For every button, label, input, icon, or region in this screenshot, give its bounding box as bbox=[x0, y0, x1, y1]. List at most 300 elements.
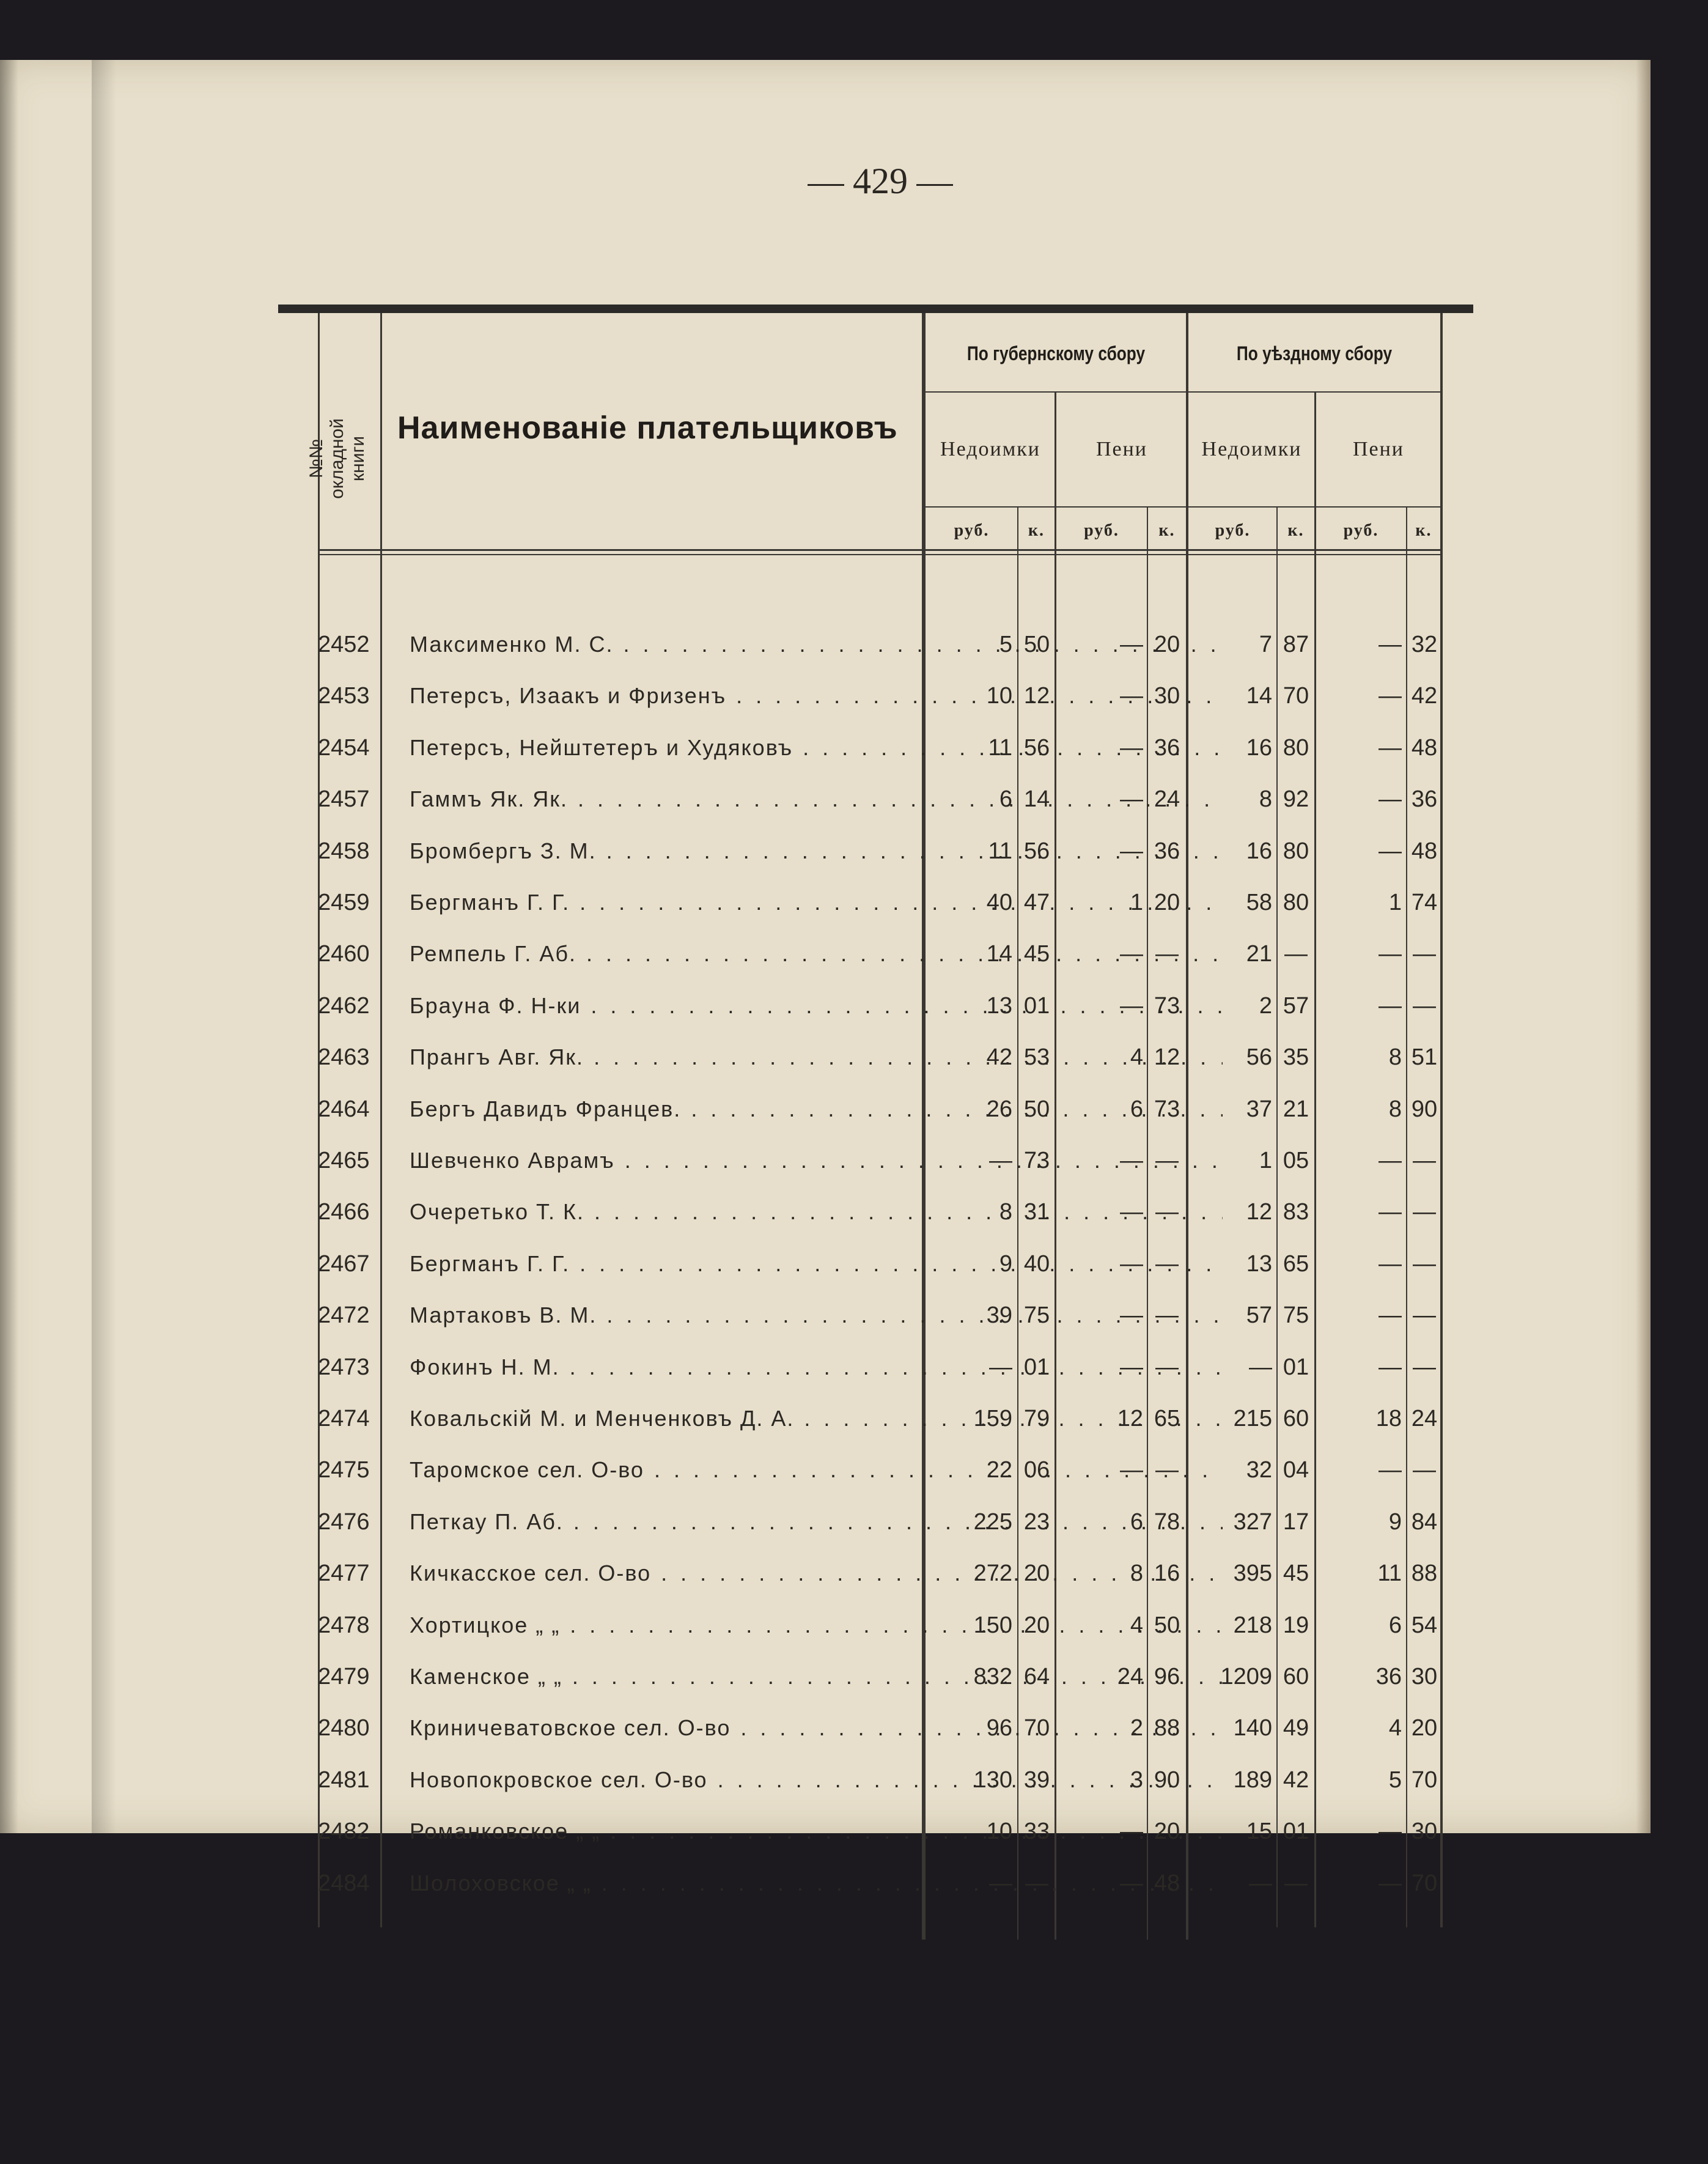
unit-rub-2: руб. bbox=[1084, 521, 1119, 540]
gub-nedoimki-rub-cell: 272 bbox=[973, 1560, 1012, 1587]
row-number: 2454 bbox=[318, 734, 370, 761]
gub-nedoimki-rub-cell: — bbox=[989, 1870, 1012, 1896]
gub-nedoimki-rub-cell: — bbox=[989, 1354, 1012, 1380]
gub-nedoimki-rub-cell: 26 bbox=[986, 1096, 1012, 1122]
uezd-nedoimki-k-cell: 80 bbox=[1283, 890, 1309, 915]
uezd-nedoimki-rub-cell: 37 bbox=[1246, 1096, 1272, 1122]
gub-peni-rub-cell: 1 bbox=[1130, 890, 1143, 915]
payer-name: Бергманъ Г. Г. . . . bbox=[410, 877, 1223, 928]
uezd-peni-k-cell: 54 bbox=[1411, 1612, 1438, 1638]
row-number: 2467 bbox=[318, 1250, 370, 1277]
row-number: 2484 bbox=[318, 1870, 370, 1896]
gub-nedoimki-k-cell: 14 bbox=[1023, 786, 1050, 813]
gub-nedoimki-k-cell: 50 bbox=[1023, 632, 1050, 657]
uezd-nedoimki-rub-cell: 56 bbox=[1246, 1044, 1272, 1071]
gub-peni-k-cell: 24 bbox=[1154, 786, 1180, 813]
table-row bbox=[318, 774, 1443, 825]
gub-nedoimki-rub-cell: 5 bbox=[999, 632, 1012, 657]
uezd-peni-rub-cell: — bbox=[1379, 992, 1402, 1019]
gub-peni-rub-cell: — bbox=[1120, 1302, 1143, 1329]
payer-name: Мартаковъ В. М. . . . bbox=[410, 1290, 1223, 1341]
table-row bbox=[318, 1032, 1443, 1083]
uezd-nedoimki-k-cell: 05 bbox=[1283, 1148, 1309, 1173]
gub-peni-k-cell: 20 bbox=[1154, 1819, 1180, 1845]
uezd-nedoimki-k-cell: 65 bbox=[1283, 1250, 1309, 1277]
header-bottom-rule bbox=[318, 549, 1443, 551]
uezd-nedoimki-k-cell: 92 bbox=[1283, 786, 1309, 813]
uezd-peni-rub-cell: — bbox=[1379, 941, 1402, 967]
row-number: 2452 bbox=[318, 632, 370, 657]
unit-k-1: к. bbox=[1028, 521, 1045, 540]
uezd-nedoimki-k-cell: 60 bbox=[1283, 1664, 1309, 1689]
gub-nedoimki-k-cell: 75 bbox=[1023, 1302, 1050, 1329]
uezd-nedoimki-k-cell: — bbox=[1284, 1870, 1308, 1896]
uezd-nedoimki-rub-cell: 140 bbox=[1233, 1715, 1272, 1741]
uezd-peni-k-cell: — bbox=[1413, 1250, 1436, 1277]
gub-peni-rub-cell: 6 bbox=[1130, 1096, 1143, 1122]
gub-nedoimki-k-cell: 20 bbox=[1023, 1612, 1050, 1638]
uezd-nedoimki-k-cell: 19 bbox=[1283, 1612, 1309, 1638]
uezd-peni-rub-cell: 18 bbox=[1375, 1406, 1402, 1431]
gub-peni-k-cell: 78 bbox=[1154, 1509, 1180, 1535]
payer-name: Криничеватовское сел. О-во . . . bbox=[410, 1702, 1223, 1754]
uezd-peni-k-cell: 36 bbox=[1411, 786, 1438, 813]
gub-nedoimki-rub-cell: 39 bbox=[986, 1302, 1012, 1329]
row-number: 2472 bbox=[318, 1302, 370, 1329]
payer-name: Ковальскій М. и Менченковъ Д. А. . . . bbox=[410, 1393, 1223, 1444]
gub-peni-rub-cell: 2 bbox=[1130, 1715, 1143, 1741]
table-row bbox=[318, 928, 1443, 980]
uezd-nedoimki-k-cell: 70 bbox=[1283, 683, 1309, 709]
table-row bbox=[318, 1393, 1443, 1444]
payer-name: Петерсъ, Изаакъ и Фризенъ . . . bbox=[410, 670, 1223, 722]
gub-peni-k-cell: 65 bbox=[1154, 1406, 1180, 1431]
uezd-nedoimki-k-cell: 01 bbox=[1283, 1354, 1309, 1380]
gub-peni-rub-cell: — bbox=[1120, 838, 1143, 864]
uezd-nedoimki-k-cell: 80 bbox=[1283, 734, 1309, 761]
gub-peni-k-cell: 36 bbox=[1154, 734, 1180, 761]
table-row bbox=[318, 980, 1443, 1032]
gub-peni-k-cell: 36 bbox=[1154, 838, 1180, 864]
gub-nedoimki-k-cell: 45 bbox=[1023, 941, 1050, 967]
row-number: 2459 bbox=[318, 890, 370, 915]
uezd-peni-k-cell: 30 bbox=[1411, 1664, 1438, 1689]
gub-nedoimki-rub-cell: 10 bbox=[986, 1819, 1012, 1845]
gub-nedoimki-k-cell: 20 bbox=[1023, 1560, 1050, 1587]
gub-peni-k-cell: 88 bbox=[1154, 1715, 1180, 1741]
gub-peni-rub-cell: 4 bbox=[1130, 1044, 1143, 1071]
row-number: 2466 bbox=[318, 1199, 370, 1225]
uezd-nedoimki-k-cell: 83 bbox=[1283, 1199, 1309, 1225]
uezd-nedoimki-k-cell: 57 bbox=[1283, 992, 1309, 1019]
uezd-peni-rub-cell: — bbox=[1379, 1870, 1402, 1896]
uezd-nedoimki-k-cell: 80 bbox=[1283, 838, 1309, 864]
payer-name: Прангъ Авг. Як. . . . bbox=[410, 1032, 1223, 1083]
uezd-peni-k-cell: 70 bbox=[1411, 1767, 1438, 1793]
dash-left bbox=[808, 184, 844, 186]
gub-peni-k-cell: 16 bbox=[1154, 1560, 1180, 1587]
gub-peni-k-cell: — bbox=[1155, 1148, 1179, 1173]
gub-peni-rub-cell: — bbox=[1120, 1457, 1143, 1483]
uezd-peni-rub-cell: 8 bbox=[1388, 1096, 1402, 1122]
table-row bbox=[318, 1496, 1443, 1548]
uezd-nedoimki-rub-cell: — bbox=[1249, 1870, 1272, 1896]
table-row bbox=[318, 722, 1443, 774]
uezd-nedoimki-rub-cell: 12 bbox=[1246, 1199, 1272, 1225]
table-top-rule bbox=[278, 305, 1473, 313]
uezd-nedoimki-rub-cell: 16 bbox=[1246, 838, 1272, 864]
uezd-peni-rub-cell: — bbox=[1379, 632, 1402, 657]
row-number: 2458 bbox=[318, 838, 370, 864]
uezd-nedoimki-k-cell: 49 bbox=[1283, 1715, 1309, 1741]
gub-peni-rub-cell: — bbox=[1120, 1199, 1143, 1225]
row-number: 2462 bbox=[318, 992, 370, 1019]
row-number: 2479 bbox=[318, 1664, 370, 1689]
row-number: 2481 bbox=[318, 1767, 370, 1793]
table-row bbox=[318, 1806, 1443, 1857]
gub-peni-rub-cell: — bbox=[1120, 734, 1143, 761]
gub-peni-k-cell: — bbox=[1155, 1302, 1179, 1329]
payer-name: Таромское сел. О-во . . . bbox=[410, 1444, 1223, 1496]
gub-nedoimki-k-cell: 70 bbox=[1023, 1715, 1050, 1741]
uezd-peni-k-cell: 51 bbox=[1411, 1044, 1438, 1071]
payer-name: Шолоховское „ „ . . . bbox=[410, 1858, 1223, 1909]
header-group-gubern: По губернскому сбору bbox=[966, 342, 1146, 364]
gub-peni-rub-cell: — bbox=[1120, 992, 1143, 1019]
gub-nedoimki-rub-cell: 96 bbox=[986, 1715, 1012, 1741]
table-row bbox=[318, 1342, 1443, 1393]
binding-fold bbox=[92, 60, 116, 1833]
table-row bbox=[318, 1651, 1443, 1702]
gub-nedoimki-rub-cell: 11 bbox=[988, 838, 1012, 864]
uezd-peni-k-cell: 20 bbox=[1411, 1715, 1438, 1741]
table-row bbox=[318, 1858, 1443, 1909]
uezd-nedoimki-rub-cell: 395 bbox=[1233, 1560, 1272, 1587]
gub-nedoimki-rub-cell: 130 bbox=[973, 1767, 1012, 1793]
uezd-peni-rub-cell: — bbox=[1379, 734, 1402, 761]
row-number: 2463 bbox=[318, 1044, 370, 1071]
gub-peni-k-cell: 30 bbox=[1154, 683, 1180, 709]
unit-rub-3: руб. bbox=[1215, 521, 1251, 540]
uezd-nedoimki-rub-cell: 16 bbox=[1246, 734, 1272, 761]
gub-peni-k-cell: 50 bbox=[1154, 1612, 1180, 1638]
uezd-nedoimki-rub-cell: 32 bbox=[1246, 1457, 1272, 1483]
uezd-peni-rub-cell: — bbox=[1379, 1302, 1402, 1329]
table-row bbox=[318, 1702, 1443, 1754]
row-number: 2460 bbox=[318, 941, 370, 967]
header-sub-nedoimki-1: Недоимки bbox=[940, 438, 1040, 460]
gub-peni-k-cell: 73 bbox=[1154, 1096, 1180, 1122]
payer-name: Каменское „ „ . . . bbox=[410, 1651, 1223, 1702]
gub-nedoimki-rub-cell: 150 bbox=[973, 1612, 1012, 1638]
table-row bbox=[318, 825, 1443, 877]
gub-peni-rub-cell: — bbox=[1120, 683, 1143, 709]
gub-peni-rub-cell: 6 bbox=[1130, 1509, 1143, 1535]
unit-k-3: к. bbox=[1287, 521, 1305, 540]
gub-nedoimki-k-cell: 33 bbox=[1023, 1819, 1050, 1845]
table-row bbox=[318, 1444, 1443, 1496]
uezd-nedoimki-rub-cell: 21 bbox=[1246, 941, 1272, 967]
gub-peni-rub-cell: — bbox=[1120, 1250, 1143, 1277]
uezd-peni-k-cell: 84 bbox=[1411, 1509, 1438, 1535]
payer-name: Петерсъ, Нейштетеръ и Худяковъ . . . bbox=[410, 722, 1223, 774]
gub-nedoimki-rub-cell: — bbox=[989, 1148, 1012, 1173]
payer-name: Кичкасское сел. О-во . . . bbox=[410, 1548, 1223, 1599]
uezd-nedoimki-k-cell: 75 bbox=[1283, 1302, 1309, 1329]
gub-peni-rub-cell: — bbox=[1120, 632, 1143, 657]
row-number: 2465 bbox=[318, 1148, 370, 1173]
gub-nedoimki-rub-cell: 40 bbox=[986, 890, 1012, 915]
uezd-peni-rub-cell: — bbox=[1379, 838, 1402, 864]
gub-nedoimki-rub-cell: 832 bbox=[973, 1664, 1012, 1689]
payer-name: Максименко М. С. . . . bbox=[410, 619, 1223, 670]
row-number: 2457 bbox=[318, 786, 370, 813]
gub-peni-rub-cell: — bbox=[1120, 1870, 1143, 1896]
gub-peni-k-cell: 73 bbox=[1154, 992, 1180, 1019]
uezd-peni-rub-cell: 8 bbox=[1388, 1044, 1402, 1071]
table-row bbox=[318, 877, 1443, 928]
payer-name: Романковское „ „ . . . bbox=[410, 1806, 1223, 1857]
table-row bbox=[318, 670, 1443, 722]
row-number: 2477 bbox=[318, 1560, 370, 1587]
dash-right bbox=[916, 184, 953, 186]
gub-peni-k-cell: 20 bbox=[1154, 632, 1180, 657]
uezd-peni-rub-cell: — bbox=[1379, 1354, 1402, 1380]
uezd-nedoimki-rub-cell: 8 bbox=[1259, 786, 1272, 813]
unit-k-2: к. bbox=[1158, 521, 1176, 540]
gub-nedoimki-rub-cell: 9 bbox=[999, 1250, 1012, 1277]
gub-peni-k-cell: — bbox=[1155, 1457, 1179, 1483]
payer-name: Бергманъ Г. Г. . . . bbox=[410, 1238, 1223, 1290]
gub-nedoimki-k-cell: — bbox=[1025, 1870, 1048, 1896]
table-row bbox=[318, 1186, 1443, 1238]
group-underline bbox=[923, 391, 1443, 393]
gub-nedoimki-rub-cell: 8 bbox=[999, 1199, 1012, 1225]
uezd-peni-rub-cell: 36 bbox=[1375, 1664, 1402, 1689]
uezd-nedoimki-k-cell: 60 bbox=[1283, 1406, 1309, 1431]
unit-rub-1: руб. bbox=[954, 521, 990, 540]
uezd-nedoimki-rub-cell: 327 bbox=[1233, 1509, 1272, 1535]
payer-name: Бергъ Давидъ Францев. . . . bbox=[410, 1084, 1223, 1135]
uezd-nedoimki-k-cell: 01 bbox=[1283, 1819, 1309, 1845]
gub-peni-k-cell: — bbox=[1155, 1250, 1179, 1277]
uezd-peni-rub-cell: — bbox=[1379, 1148, 1402, 1173]
header-bottom-rule-2 bbox=[318, 554, 1443, 555]
header-num-label: №№ окладной книги bbox=[306, 418, 369, 499]
gub-nedoimki-k-cell: 01 bbox=[1023, 992, 1050, 1019]
uezd-peni-k-cell: — bbox=[1413, 1354, 1436, 1380]
gub-nedoimki-k-cell: 53 bbox=[1023, 1044, 1050, 1071]
uezd-nedoimki-k-cell: 35 bbox=[1283, 1044, 1309, 1071]
payer-name: Очеретько Т. К. . . . bbox=[410, 1186, 1223, 1238]
page-left-edge bbox=[0, 60, 18, 1833]
uezd-nedoimki-k-cell: 21 bbox=[1283, 1096, 1309, 1122]
row-number: 2464 bbox=[318, 1096, 370, 1122]
payer-name: Фокинъ Н. М. . . . bbox=[410, 1342, 1223, 1393]
uezd-peni-rub-cell: — bbox=[1379, 1457, 1402, 1483]
uezd-nedoimki-k-cell: 04 bbox=[1283, 1457, 1309, 1483]
gub-nedoimki-k-cell: 40 bbox=[1023, 1250, 1050, 1277]
uezd-peni-rub-cell: 9 bbox=[1388, 1509, 1402, 1535]
gub-peni-k-cell: 20 bbox=[1154, 890, 1180, 915]
gub-peni-rub-cell: — bbox=[1120, 1354, 1143, 1380]
gub-nedoimki-rub-cell: 14 bbox=[986, 941, 1012, 967]
gub-nedoimki-k-cell: 06 bbox=[1023, 1457, 1050, 1483]
gub-peni-rub-cell: — bbox=[1120, 1148, 1143, 1173]
page-number-value: 429 bbox=[853, 161, 908, 201]
gub-nedoimki-k-cell: 31 bbox=[1023, 1199, 1050, 1225]
uezd-peni-k-cell: 74 bbox=[1411, 890, 1438, 915]
uezd-nedoimki-rub-cell: 189 bbox=[1233, 1767, 1272, 1793]
gub-nedoimki-k-cell: 01 bbox=[1023, 1354, 1050, 1380]
uezd-peni-rub-cell: 5 bbox=[1388, 1767, 1402, 1793]
uezd-nedoimki-rub-cell: 2 bbox=[1259, 992, 1272, 1019]
table-row bbox=[318, 1084, 1443, 1135]
gub-peni-rub-cell: 4 bbox=[1130, 1612, 1143, 1638]
gub-nedoimki-rub-cell: 6 bbox=[999, 786, 1012, 813]
row-number: 2474 bbox=[318, 1406, 370, 1431]
uezd-peni-k-cell: — bbox=[1413, 992, 1436, 1019]
gub-peni-k-cell: — bbox=[1155, 1354, 1179, 1380]
uezd-peni-rub-cell: 1 bbox=[1388, 890, 1402, 915]
uezd-peni-rub-cell: — bbox=[1379, 683, 1402, 709]
uezd-peni-k-cell: 48 bbox=[1411, 734, 1438, 761]
uezd-peni-rub-cell: 11 bbox=[1377, 1560, 1402, 1587]
row-number: 2473 bbox=[318, 1354, 370, 1380]
gub-peni-rub-cell: 8 bbox=[1130, 1560, 1143, 1587]
uezd-peni-rub-cell: 6 bbox=[1388, 1612, 1402, 1638]
uezd-peni-rub-cell: — bbox=[1379, 1250, 1402, 1277]
gub-nedoimki-k-cell: 23 bbox=[1023, 1509, 1050, 1535]
uezd-nedoimki-rub-cell: 58 bbox=[1246, 890, 1272, 915]
uezd-nedoimki-rub-cell: 14 bbox=[1246, 683, 1272, 709]
uezd-nedoimki-rub-cell: 215 bbox=[1233, 1406, 1272, 1431]
uezd-nedoimki-rub-cell: 1 bbox=[1259, 1148, 1272, 1173]
gub-peni-k-cell: 96 bbox=[1154, 1664, 1180, 1689]
gub-nedoimki-rub-cell: 11 bbox=[988, 734, 1012, 761]
table-row bbox=[318, 1754, 1443, 1806]
uezd-nedoimki-rub-cell: 7 bbox=[1259, 632, 1272, 657]
gub-nedoimki-k-cell: 12 bbox=[1023, 683, 1050, 709]
payer-name: Брауна Ф. Н-ки . . . bbox=[410, 980, 1223, 1032]
gub-nedoimki-rub-cell: 13 bbox=[986, 992, 1012, 1019]
row-number: 2476 bbox=[318, 1509, 370, 1535]
uezd-nedoimki-rub-cell: 15 bbox=[1246, 1819, 1272, 1845]
gub-nedoimki-rub-cell: 225 bbox=[973, 1509, 1012, 1535]
gub-nedoimki-k-cell: 73 bbox=[1023, 1148, 1050, 1173]
gub-nedoimki-k-cell: 79 bbox=[1023, 1406, 1050, 1431]
gub-peni-k-cell: 12 bbox=[1154, 1044, 1180, 1071]
gub-peni-rub-cell: 3 bbox=[1130, 1767, 1143, 1793]
uezd-nedoimki-rub-cell: 13 bbox=[1246, 1250, 1272, 1277]
uezd-nedoimki-rub-cell: 1209 bbox=[1220, 1664, 1272, 1689]
header-sub-nedoimki-2: Недоимки bbox=[1201, 438, 1302, 460]
uezd-peni-k-cell: 32 bbox=[1411, 632, 1438, 657]
uezd-nedoimki-k-cell: — bbox=[1284, 941, 1308, 967]
payer-name: Ремпель Г. Аб. . . . bbox=[410, 928, 1223, 980]
uezd-peni-k-cell: — bbox=[1413, 1148, 1436, 1173]
header-sub-peni-1: Пени bbox=[1095, 438, 1148, 460]
header-group-uezd: По уѣздному сбору bbox=[1236, 342, 1393, 364]
payer-name: Новопокровское сел. О-во . . . bbox=[410, 1754, 1223, 1806]
payer-name: Шевченко Аврамъ . . . bbox=[410, 1135, 1223, 1186]
row-number: 2475 bbox=[318, 1457, 370, 1483]
gub-peni-k-cell: 48 bbox=[1154, 1870, 1180, 1896]
uezd-peni-k-cell: 48 bbox=[1411, 838, 1438, 864]
uezd-peni-k-cell: — bbox=[1413, 1302, 1436, 1329]
page-right-edge bbox=[1636, 60, 1651, 1833]
gub-nedoimki-rub-cell: 22 bbox=[986, 1457, 1012, 1483]
gub-peni-k-cell: 90 bbox=[1154, 1767, 1180, 1793]
uezd-peni-rub-cell: — bbox=[1379, 1819, 1402, 1845]
uezd-peni-rub-cell: — bbox=[1379, 1199, 1402, 1225]
gub-nedoimki-k-cell: 56 bbox=[1023, 838, 1050, 864]
gub-peni-rub-cell: 12 bbox=[1117, 1406, 1143, 1431]
header-sub-peni-2: Пени bbox=[1352, 438, 1405, 460]
payer-name: Бромбергъ З. М. . . . bbox=[410, 825, 1223, 877]
page-number bbox=[789, 160, 972, 202]
row-number: 2478 bbox=[318, 1612, 370, 1638]
gub-nedoimki-k-cell: 50 bbox=[1023, 1096, 1050, 1122]
uezd-peni-k-cell: 24 bbox=[1411, 1406, 1438, 1431]
gub-peni-k-cell: — bbox=[1155, 1199, 1179, 1225]
uezd-peni-k-cell: 88 bbox=[1411, 1560, 1438, 1587]
row-number: 2453 bbox=[318, 683, 370, 709]
uezd-peni-k-cell: 90 bbox=[1411, 1096, 1438, 1122]
gub-nedoimki-rub-cell: 42 bbox=[986, 1044, 1012, 1071]
payer-name: Гаммъ Як. Як. . . . bbox=[410, 774, 1223, 825]
gub-nedoimki-k-cell: 47 bbox=[1023, 890, 1050, 915]
uezd-peni-k-cell: 70 bbox=[1411, 1870, 1438, 1896]
uezd-peni-k-cell: 42 bbox=[1411, 683, 1438, 709]
unit-rub-4: руб. bbox=[1343, 521, 1379, 540]
uezd-nedoimki-k-cell: 87 bbox=[1283, 632, 1309, 657]
gub-nedoimki-k-cell: 56 bbox=[1023, 734, 1050, 761]
uezd-nedoimki-rub-cell: 57 bbox=[1246, 1302, 1272, 1329]
gub-nedoimki-k-cell: 39 bbox=[1023, 1767, 1050, 1793]
table-row bbox=[318, 619, 1443, 670]
gub-peni-rub-cell: 24 bbox=[1117, 1664, 1143, 1689]
uezd-nedoimki-k-cell: 42 bbox=[1283, 1767, 1309, 1793]
uezd-peni-rub-cell: — bbox=[1379, 786, 1402, 813]
gub-peni-rub-cell: — bbox=[1120, 786, 1143, 813]
header-num-col bbox=[306, 361, 369, 556]
gub-peni-k-cell: — bbox=[1155, 941, 1179, 967]
uezd-peni-k-cell: — bbox=[1413, 1457, 1436, 1483]
row-number: 2482 bbox=[318, 1819, 370, 1845]
gub-nedoimki-k-cell: 64 bbox=[1023, 1664, 1050, 1689]
gub-nedoimki-rub-cell: 10 bbox=[986, 683, 1012, 709]
units-overline bbox=[923, 506, 1443, 508]
uezd-nedoimki-rub-cell: — bbox=[1249, 1354, 1272, 1380]
payer-name: Хортицкое „ „ . . . bbox=[410, 1600, 1223, 1651]
gub-peni-rub-cell: — bbox=[1120, 941, 1143, 967]
table-row bbox=[318, 1548, 1443, 1599]
header-name-col: Наименованіе плательщиковъ bbox=[397, 410, 898, 446]
uezd-peni-k-cell: — bbox=[1413, 941, 1436, 967]
table-row bbox=[318, 1238, 1443, 1290]
row-number: 2480 bbox=[318, 1715, 370, 1741]
uezd-nedoimki-k-cell: 17 bbox=[1283, 1509, 1309, 1535]
gub-peni-rub-cell: — bbox=[1120, 1819, 1143, 1845]
table-row bbox=[318, 1135, 1443, 1186]
table-row bbox=[318, 1290, 1443, 1341]
uezd-peni-k-cell: 30 bbox=[1411, 1819, 1438, 1845]
gub-nedoimki-rub-cell: 159 bbox=[973, 1406, 1012, 1431]
uezd-nedoimki-rub-cell: 218 bbox=[1233, 1612, 1272, 1638]
uezd-peni-k-cell: — bbox=[1413, 1199, 1436, 1225]
table-row bbox=[318, 1600, 1443, 1651]
